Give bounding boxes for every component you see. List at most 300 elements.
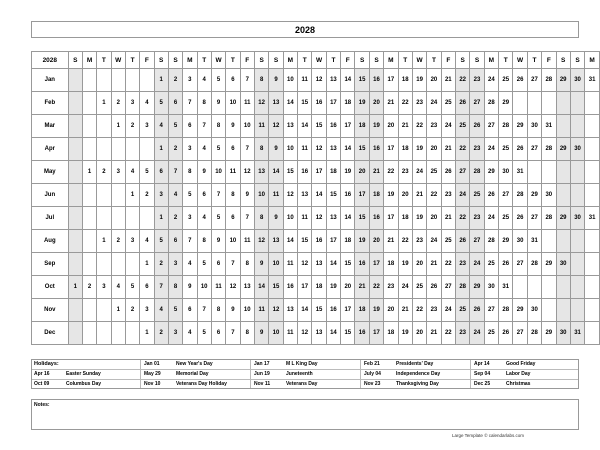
weekday-header: T	[527, 52, 541, 69]
month-label: Dec	[32, 322, 69, 345]
month-label: Apr	[32, 138, 69, 161]
day-cell: 7	[197, 299, 211, 322]
day-cell: 23	[441, 184, 455, 207]
day-cell: 22	[412, 299, 426, 322]
day-cell: 26	[455, 230, 469, 253]
day-cell: 18	[384, 322, 398, 345]
day-cell: 23	[427, 115, 441, 138]
day-cell: 10	[211, 161, 225, 184]
day-cell: 30	[513, 230, 527, 253]
day-cell: 4	[183, 253, 197, 276]
weekday-header: F	[240, 52, 254, 69]
day-cell: 6	[211, 253, 225, 276]
day-cell: 8	[211, 115, 225, 138]
day-cell: 5	[211, 69, 225, 92]
month-label: Jan	[32, 69, 69, 92]
day-cell: 3	[111, 161, 125, 184]
day-cell: 1	[97, 92, 111, 115]
day-cell: 15	[298, 92, 312, 115]
day-cell: 23	[412, 92, 426, 115]
day-cell: 15	[283, 161, 297, 184]
day-cell	[570, 184, 584, 207]
day-cell: 26	[455, 92, 469, 115]
day-cell: 6	[211, 322, 225, 345]
day-cell: 28	[527, 322, 541, 345]
day-cell: 21	[412, 184, 426, 207]
day-cell: 29	[556, 69, 570, 92]
day-cell: 29	[527, 184, 541, 207]
weekday-header: M	[183, 52, 197, 69]
day-cell: 11	[240, 230, 254, 253]
day-cell: 7	[154, 276, 168, 299]
day-cell: 21	[384, 92, 398, 115]
day-cell: 5	[211, 207, 225, 230]
day-cell: 28	[484, 230, 498, 253]
day-cell: 15	[312, 299, 326, 322]
day-cell: 20	[398, 184, 412, 207]
day-cell: 13	[269, 92, 283, 115]
day-cell: 2	[154, 322, 168, 345]
day-cell: 8	[240, 322, 254, 345]
day-cell	[82, 230, 96, 253]
day-cell: 14	[283, 230, 297, 253]
day-cell: 5	[168, 115, 182, 138]
day-cell: 28	[470, 161, 484, 184]
day-cell: 25	[470, 184, 484, 207]
day-cell	[82, 69, 96, 92]
day-cell: 3	[125, 92, 139, 115]
day-cell: 13	[283, 115, 297, 138]
day-cell: 30	[570, 207, 584, 230]
day-cell: 2	[111, 230, 125, 253]
day-cell: 8	[254, 138, 268, 161]
day-cell	[68, 299, 82, 322]
day-cell: 26	[427, 276, 441, 299]
day-cell: 3	[140, 115, 154, 138]
day-cell	[68, 69, 82, 92]
day-cell	[527, 161, 541, 184]
holiday-name: Memorial Day	[176, 371, 209, 377]
day-cell: 1	[140, 253, 154, 276]
day-cell: 29	[542, 253, 556, 276]
day-cell: 5	[168, 299, 182, 322]
day-cell: 2	[111, 92, 125, 115]
weekday-header: S	[556, 52, 570, 69]
weekday-header: M	[484, 52, 498, 69]
day-cell: 14	[326, 322, 340, 345]
day-cell: 18	[355, 115, 369, 138]
day-cell: 12	[312, 207, 326, 230]
day-cell: 23	[455, 253, 469, 276]
day-cell	[82, 92, 96, 115]
day-cell: 15	[298, 230, 312, 253]
holiday-name: Independence Day	[396, 371, 441, 377]
day-cell: 15	[355, 138, 369, 161]
day-cell	[585, 299, 600, 322]
day-cell: 24	[484, 69, 498, 92]
day-cell: 9	[240, 184, 254, 207]
holiday-name: Veterans Day Holiday	[176, 381, 227, 387]
day-cell: 1	[97, 230, 111, 253]
day-cell: 8	[183, 161, 197, 184]
day-cell: 25	[499, 207, 513, 230]
day-cell: 11	[298, 138, 312, 161]
day-cell: 1	[111, 299, 125, 322]
day-cell	[570, 299, 584, 322]
holiday-name: M L King Day	[286, 361, 318, 367]
day-cell: 22	[398, 230, 412, 253]
day-cell: 27	[484, 299, 498, 322]
day-cell: 27	[527, 138, 541, 161]
weekday-header: S	[254, 52, 268, 69]
day-cell: 5	[125, 276, 139, 299]
day-cell: 5	[211, 138, 225, 161]
day-cell	[97, 184, 111, 207]
holiday-name: Easter Sunday	[66, 371, 101, 377]
day-cell: 22	[455, 207, 469, 230]
weekday-header: S	[455, 52, 469, 69]
day-cell: 17	[384, 69, 398, 92]
day-cell	[111, 138, 125, 161]
holidays-panel	[31, 359, 579, 389]
day-cell: 27	[513, 253, 527, 276]
day-cell	[585, 276, 600, 299]
day-cell: 29	[484, 161, 498, 184]
weekday-header: S	[369, 52, 383, 69]
weekday-header: T	[326, 52, 340, 69]
day-cell: 19	[412, 69, 426, 92]
day-cell: 8	[168, 276, 182, 299]
day-cell: 6	[183, 115, 197, 138]
day-cell	[68, 115, 82, 138]
day-cell: 28	[542, 207, 556, 230]
day-cell: 6	[140, 276, 154, 299]
day-cell: 17	[298, 276, 312, 299]
day-cell: 25	[427, 161, 441, 184]
weekday-header: W	[211, 52, 225, 69]
day-cell	[585, 138, 600, 161]
day-cell	[82, 253, 96, 276]
day-cell	[125, 138, 139, 161]
holiday-date: July 04	[364, 371, 381, 377]
day-cell	[97, 115, 111, 138]
day-cell: 2	[125, 299, 139, 322]
day-cell: 10	[240, 115, 254, 138]
day-cell: 3	[140, 299, 154, 322]
day-cell: 20	[369, 92, 383, 115]
day-cell: 22	[427, 184, 441, 207]
year-label: 2028	[32, 52, 69, 69]
day-cell: 21	[398, 115, 412, 138]
day-cell	[68, 92, 82, 115]
day-cell: 16	[341, 184, 355, 207]
day-cell: 4	[183, 322, 197, 345]
day-cell: 23	[412, 230, 426, 253]
day-cell	[585, 161, 600, 184]
day-cell: 2	[154, 253, 168, 276]
day-cell: 30	[527, 299, 541, 322]
day-cell: 4	[197, 138, 211, 161]
day-cell: 20	[369, 230, 383, 253]
day-cell: 9	[226, 299, 240, 322]
day-cell: 27	[455, 161, 469, 184]
day-cell	[140, 69, 154, 92]
day-cell: 8	[211, 299, 225, 322]
day-cell: 1	[82, 161, 96, 184]
day-cell: 18	[341, 230, 355, 253]
day-cell: 19	[341, 161, 355, 184]
day-cell: 26	[470, 299, 484, 322]
day-cell: 12	[254, 92, 268, 115]
day-cell	[82, 299, 96, 322]
day-cell: 17	[326, 92, 340, 115]
day-cell: 8	[226, 184, 240, 207]
day-cell: 14	[298, 115, 312, 138]
day-cell: 11	[298, 207, 312, 230]
day-cell: 17	[384, 207, 398, 230]
day-cell: 30	[556, 322, 570, 345]
day-cell: 26	[470, 115, 484, 138]
month-row	[32, 322, 600, 345]
day-cell: 19	[398, 322, 412, 345]
weekday-header: W	[312, 52, 326, 69]
day-cell: 25	[441, 230, 455, 253]
day-cell	[111, 322, 125, 345]
day-cell: 4	[197, 207, 211, 230]
day-cell: 20	[384, 299, 398, 322]
notes-label: Notes:	[34, 402, 50, 408]
day-cell: 10	[283, 207, 297, 230]
day-cell: 22	[455, 69, 469, 92]
day-cell	[513, 92, 527, 115]
day-cell: 29	[542, 322, 556, 345]
day-cell: 11	[283, 253, 297, 276]
day-cell	[140, 138, 154, 161]
day-cell: 17	[369, 253, 383, 276]
day-cell	[570, 276, 584, 299]
day-cell	[97, 253, 111, 276]
day-cell: 13	[269, 230, 283, 253]
day-cell: 11	[298, 69, 312, 92]
day-cell: 15	[312, 115, 326, 138]
day-cell	[68, 322, 82, 345]
day-cell: 29	[513, 115, 527, 138]
day-cell: 10	[269, 322, 283, 345]
weekday-header: W	[412, 52, 426, 69]
day-cell: 13	[283, 299, 297, 322]
day-cell: 8	[254, 69, 268, 92]
day-cell	[556, 299, 570, 322]
day-cell: 8	[240, 253, 254, 276]
day-cell: 29	[499, 92, 513, 115]
day-cell: 30	[570, 138, 584, 161]
day-cell: 29	[556, 207, 570, 230]
day-cell: 28	[513, 184, 527, 207]
holiday-name: Labor Day	[506, 371, 531, 377]
month-row	[32, 115, 600, 138]
day-cell: 7	[183, 92, 197, 115]
day-cell	[513, 276, 527, 299]
month-label: Mar	[32, 115, 69, 138]
weekday-header-row	[32, 52, 600, 69]
day-cell: 28	[499, 115, 513, 138]
day-cell	[97, 69, 111, 92]
weekday-header: M	[283, 52, 297, 69]
day-cell: 23	[384, 276, 398, 299]
day-cell: 10	[283, 138, 297, 161]
day-cell	[97, 207, 111, 230]
day-cell: 17	[341, 299, 355, 322]
day-cell	[68, 184, 82, 207]
day-cell: 9	[254, 322, 268, 345]
day-cell: 24	[470, 322, 484, 345]
day-cell: 11	[269, 184, 283, 207]
day-cell: 19	[398, 253, 412, 276]
notes-panel[interactable]	[31, 399, 579, 430]
weekday-header: S	[269, 52, 283, 69]
day-cell: 1	[68, 276, 82, 299]
day-cell: 18	[355, 299, 369, 322]
day-cell: 15	[341, 322, 355, 345]
day-cell: 4	[140, 230, 154, 253]
day-cell: 12	[283, 184, 297, 207]
day-cell: 1	[154, 138, 168, 161]
day-cell	[556, 161, 570, 184]
day-cell: 15	[269, 276, 283, 299]
day-cell	[542, 92, 556, 115]
day-cell: 14	[298, 299, 312, 322]
weekday-header: S	[355, 52, 369, 69]
day-cell: 14	[341, 69, 355, 92]
day-cell: 18	[384, 253, 398, 276]
day-cell: 26	[499, 322, 513, 345]
weekday-header: T	[298, 52, 312, 69]
day-cell: 12	[312, 138, 326, 161]
holiday-name: Thanksgiving Day	[396, 381, 439, 387]
day-cell	[97, 299, 111, 322]
day-cell: 10	[197, 276, 211, 299]
day-cell: 7	[211, 184, 225, 207]
day-cell: 11	[240, 92, 254, 115]
month-row	[32, 92, 600, 115]
day-cell: 28	[499, 299, 513, 322]
day-cell: 8	[197, 92, 211, 115]
day-cell: 16	[283, 276, 297, 299]
day-cell: 7	[240, 69, 254, 92]
month-row	[32, 138, 600, 161]
day-cell: 30	[527, 115, 541, 138]
day-cell	[68, 230, 82, 253]
day-cell	[556, 276, 570, 299]
day-cell	[68, 207, 82, 230]
day-cell: 30	[570, 69, 584, 92]
day-cell: 22	[412, 115, 426, 138]
day-cell: 19	[369, 115, 383, 138]
day-cell: 2	[125, 115, 139, 138]
day-cell	[556, 230, 570, 253]
day-cell: 21	[441, 69, 455, 92]
day-cell: 1	[140, 322, 154, 345]
weekday-header: F	[441, 52, 455, 69]
day-cell	[82, 138, 96, 161]
holiday-name: Good Friday	[506, 361, 536, 367]
day-cell: 24	[484, 207, 498, 230]
day-cell: 15	[355, 207, 369, 230]
day-cell: 13	[326, 138, 340, 161]
holiday-date: Nov 11	[254, 381, 271, 387]
day-cell: 6	[226, 207, 240, 230]
day-cell: 4	[111, 276, 125, 299]
day-cell: 14	[269, 161, 283, 184]
holiday-name: Juneteenth	[286, 371, 313, 377]
day-cell: 25	[441, 92, 455, 115]
weekday-header: M	[384, 52, 398, 69]
day-cell	[97, 322, 111, 345]
day-cell: 16	[312, 92, 326, 115]
day-cell: 16	[355, 253, 369, 276]
day-cell: 29	[499, 230, 513, 253]
day-cell: 21	[427, 253, 441, 276]
day-cell: 18	[369, 184, 383, 207]
weekday-header: M	[82, 52, 96, 69]
day-cell: 26	[441, 161, 455, 184]
day-cell: 10	[254, 184, 268, 207]
day-cell: 21	[427, 322, 441, 345]
day-cell: 24	[427, 230, 441, 253]
day-cell: 6	[183, 299, 197, 322]
day-cell	[111, 207, 125, 230]
day-cell: 13	[254, 161, 268, 184]
day-cell	[68, 161, 82, 184]
holiday-date: Nov 23	[364, 381, 381, 387]
day-cell: 1	[125, 184, 139, 207]
day-cell: 9	[197, 161, 211, 184]
day-cell: 4	[154, 299, 168, 322]
day-cell: 13	[298, 184, 312, 207]
day-cell: 9	[269, 69, 283, 92]
weekday-header: S	[470, 52, 484, 69]
day-cell	[140, 207, 154, 230]
day-cell: 18	[398, 138, 412, 161]
month-row	[32, 253, 600, 276]
day-cell: 14	[341, 207, 355, 230]
day-cell: 27	[499, 184, 513, 207]
day-cell: 16	[369, 69, 383, 92]
day-cell: 22	[441, 253, 455, 276]
day-cell: 19	[355, 92, 369, 115]
day-cell: 26	[513, 69, 527, 92]
day-cell: 3	[183, 138, 197, 161]
day-cell: 11	[226, 161, 240, 184]
day-cell: 21	[355, 276, 369, 299]
weekday-header: M	[585, 52, 600, 69]
day-cell: 31	[585, 207, 600, 230]
month-label: Feb	[32, 92, 69, 115]
holiday-date: Sep 04	[474, 371, 491, 377]
day-cell: 1	[154, 207, 168, 230]
day-cell: 20	[427, 138, 441, 161]
day-cell: 26	[513, 207, 527, 230]
day-cell	[527, 276, 541, 299]
day-cell: 26	[484, 184, 498, 207]
day-cell: 25	[412, 276, 426, 299]
holiday-date: Dec 25	[474, 381, 491, 387]
day-cell: 16	[298, 161, 312, 184]
day-cell: 3	[125, 230, 139, 253]
day-cell: 18	[398, 207, 412, 230]
day-cell: 10	[283, 69, 297, 92]
day-cell: 16	[312, 230, 326, 253]
